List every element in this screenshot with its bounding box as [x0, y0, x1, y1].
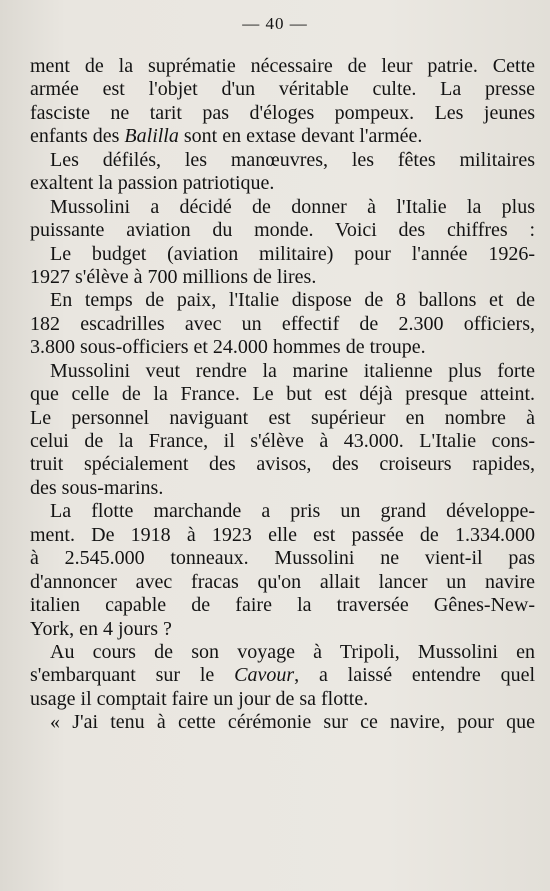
text-line [30, 664, 535, 687]
text-line [30, 524, 535, 547]
text-segment: York, en 4 jours ? [30, 617, 172, 640]
text-segment: Les défilés, les manœuvres, les fêtes militaires [50, 148, 535, 171]
italic-text: Balilla [124, 125, 179, 148]
text-line [30, 500, 535, 523]
text-line [30, 383, 535, 406]
text-segment: sont en extase devant l'armée. [178, 125, 423, 148]
text-segment: ment de la suprématie nécessaire de leur patrie. Cette [30, 55, 535, 77]
page-number: — 40 — [242, 14, 308, 33]
text-segment: italien capable de faire la traversée Gênes-New- [30, 594, 535, 617]
text-segment: En temps de paix, l'Italie dispose de 8 ballons et de [50, 289, 535, 312]
text-segment: que celle de la France. Le but est déjà presque atteint. [30, 383, 535, 406]
text-line [30, 594, 535, 617]
body-text [30, 55, 535, 735]
text-line [30, 172, 535, 195]
text-line [30, 641, 535, 664]
text-line [30, 313, 535, 336]
text-line [30, 219, 535, 242]
text-line [30, 618, 535, 641]
text-line [30, 55, 535, 78]
text-line [30, 243, 535, 266]
text-line [30, 688, 535, 711]
text-segment: armée est l'objet d'un véritable culte. La presse [30, 78, 535, 101]
text-line [30, 78, 535, 101]
text-line [30, 571, 535, 594]
text-line [30, 711, 535, 734]
text-segment: , a laissé entendre quel [294, 664, 536, 687]
text-line [30, 125, 535, 148]
text-line [30, 289, 535, 312]
text-segment: La flotte marchande a pris un grand développe- [50, 500, 535, 523]
text-segment: usage il comptait faire un jour de sa flotte. [30, 687, 369, 710]
text-segment: fasciste ne tarit pas d'éloges pompeux. Les jeunes [30, 101, 535, 124]
text-segment: à 2.545.000 tonneaux. Mussolini ne vient-il pas [30, 547, 535, 570]
text-segment: « J'ai tenu à cette cérémonie sur ce navire, pour que [50, 711, 535, 734]
text-segment: Mussolini veut rendre la marine italienne plus forte [50, 359, 535, 382]
text-line [30, 360, 535, 383]
text-segment: Le personnel naviguant est supérieur en nombre à [30, 406, 535, 429]
text-line [30, 149, 535, 172]
text-line [30, 336, 535, 359]
text-line [30, 477, 535, 500]
text-line [30, 407, 535, 430]
text-line [30, 196, 535, 219]
text-line [30, 430, 535, 453]
text-segment: s'embarquant sur le [30, 664, 235, 687]
text-segment: 182 escadrilles avec un effectif de 2.300 officiers, [30, 312, 535, 335]
text-segment: Au cours de son voyage à Tripoli, Mussolini en [50, 640, 535, 663]
text-segment: ment. De 1918 à 1923 elle est passée de 1.334.000 [30, 523, 535, 546]
text-segment: 1927 s'élève à 700 millions de lires. [30, 265, 317, 288]
text-segment: d'annoncer avec fracas qu'on allait lancer un navire [30, 570, 535, 593]
text-segment: enfants des [30, 125, 125, 148]
text-line [30, 453, 535, 476]
text-line [30, 102, 535, 125]
text-segment: truit spécialement des avisos, des croiseurs rapides, [30, 453, 535, 476]
text-segment: 3.800 sous-officiers et 24.000 hommes de troupe. [30, 336, 426, 359]
text-segment: exaltent la passion patriotique. [30, 172, 275, 195]
text-line [30, 547, 535, 570]
text-segment: Mussolini a décidé de donner à l'Italie la plus [50, 195, 535, 218]
text-segment: celui de la France, il s'élève à 43.000. L'Italie cons- [30, 430, 535, 452]
text-segment: Le budget (aviation militaire) pour l'année 1926- [50, 242, 535, 265]
text-segment: puissante aviation du monde. Voici des chiffres : [30, 219, 535, 242]
text-segment: des sous-marins. [30, 476, 164, 499]
italic-text: Cavour [234, 664, 295, 687]
text-line [30, 266, 535, 289]
